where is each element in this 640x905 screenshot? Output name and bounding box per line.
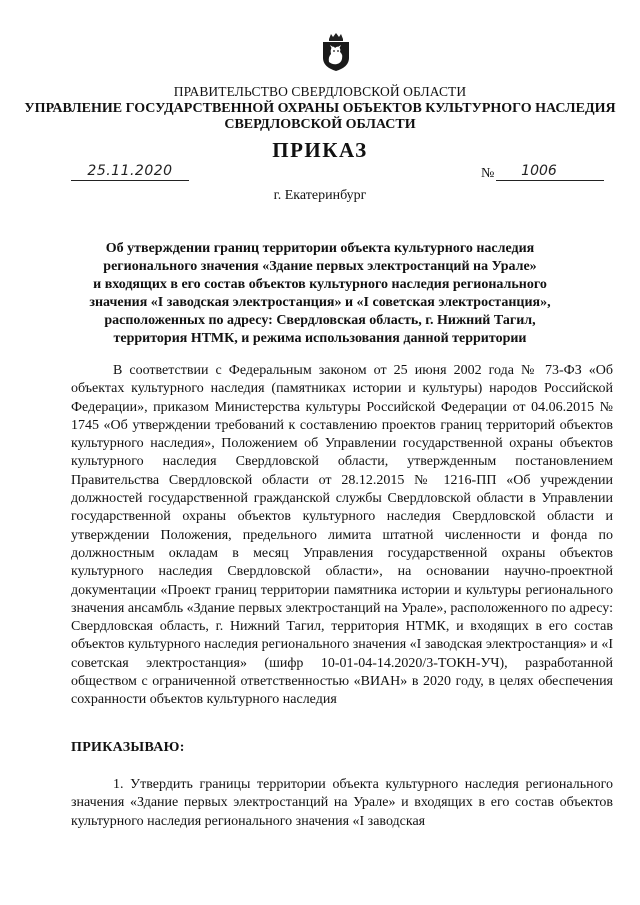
subject-line: расположенных по адресу: Свердловская область, г. Нижний Тагил, xyxy=(104,313,536,329)
order-city: г. Екатеринбург xyxy=(273,188,367,203)
order-date-field xyxy=(71,158,189,181)
department-name-line-2: СВЕРДЛОВСКОЙ ОБЛАСТИ xyxy=(224,117,416,132)
preamble-paragraph: В соответствии с Федеральным законом от 25 июня 2002 года № 73-ФЗ «Об объектах культурного наследия (памятниках истории и культуры) народов Российской Федерации», приказом Министерства культуры Российской Федерации от 04.06.2015 № 1745 «Об утверждении требований к составлению проектов границ территорий объектов культурного наследия», Положением об Управлении государственной охраны объектов культурного наследия Свердловской области, утвержденным постановлением Правительства Свердловской области от 28.12.2015 № 1216-ПП «Об учреждении должностей государственной гражданской службы Свердловской области в Управлении государственной охраны объектов культурного наследия Свердловской области и утверждении Положения, предельного лимита штатной численности и фонда по должностным окладам в месяц Управления государственной охраны объектов культурного наследия Свердловской области», на основании научно-проектной документации «Проект границ территории памятника истории и культуры регионального значения ансамбль «Здание первых электростанций на Урале», расположенного по адресу: Свердловская область, г. Нижний Тагил, территория НТМК, и входящих в его состав объектов культурного наследия регионального значения «I заводская электростанция» и «I советская электростанция» (шифр 10-01-04-14.2020/3-ТОКН-УЧ), разработанной обществом с ограниченной ответственностью «ВИАН» в 2020 году, в целях обеспечения сохранности объектов культурного наследия xyxy=(71,363,613,708)
order-subject xyxy=(70,240,570,349)
order-number-field xyxy=(496,158,604,181)
subject-line: значения «I заводская электростанция» и «I советская электростанция», xyxy=(89,295,551,311)
order-number-label: № xyxy=(481,166,495,181)
subject-line: Об утверждении границ территории объекта культурного наследия xyxy=(105,241,535,256)
subject-line: территория НТМК, и режима использования данной территории xyxy=(113,331,527,347)
government-name: ПРАВИТЕЛЬСТВО СВЕРДЛОВСКОЙ ОБЛАСТИ xyxy=(173,84,467,99)
sverdlovsk-coat-of-arms-icon xyxy=(319,32,353,72)
orders-heading: ПРИКАЗЫВАЮ: xyxy=(71,740,185,755)
order-item-1: 1. Утвердить границы территории объекта культурного наследия регионального значения «Здание первых электростанций на Урале» и входящих в его состав объектов культурного наследия регионального значения «I заводская xyxy=(71,777,613,829)
document-title: ПРИКАЗ xyxy=(272,138,368,162)
subject-line: и входящих в его состав объектов культурного наследия регионального xyxy=(93,277,547,293)
order-date: 25.11.2020 xyxy=(87,163,173,179)
department-name-line-1: УПРАВЛЕНИЕ ГОСУДАРСТВЕННОЙ ОХРАНЫ ОБЪЕКТОВ КУЛЬТУРНОГО НАСЛЕДИЯ xyxy=(24,101,616,116)
subject-line: регионального значения «Здание первых электростанций на Урале» xyxy=(103,259,537,275)
order-number: 1006 xyxy=(521,163,557,179)
